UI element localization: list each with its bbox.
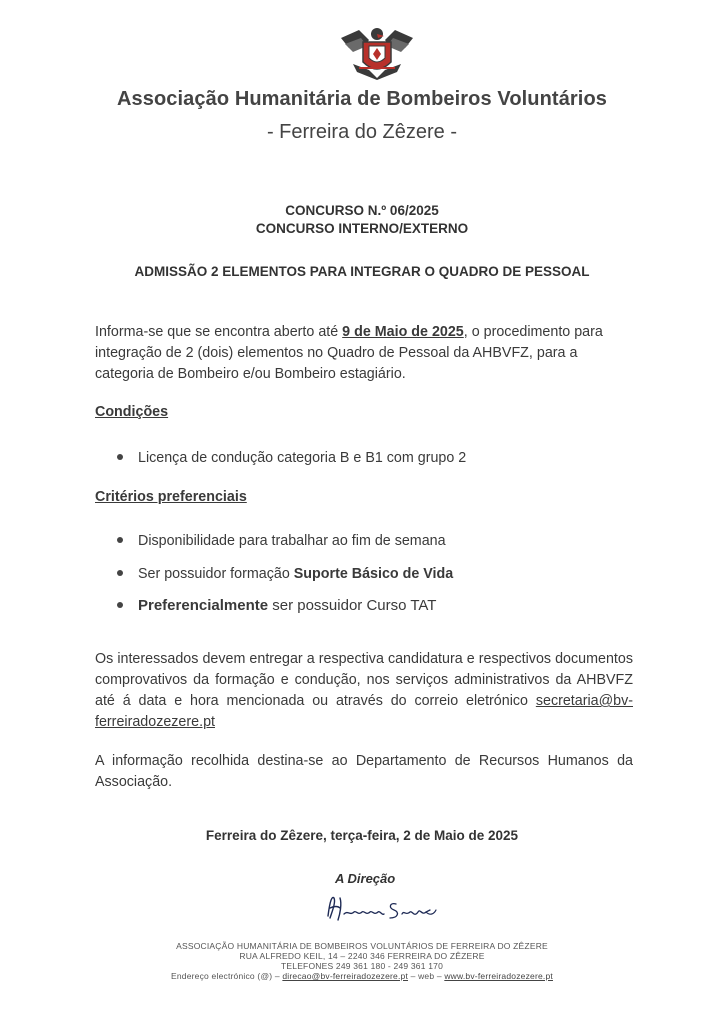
criterio-text-bold: Preferencialmente <box>138 597 269 614</box>
entrega-paragraph <box>95 649 633 733</box>
condicao-text: Licença de condução categoria B e B1 com grupo 2 <box>138 450 467 466</box>
footer-email-link[interactable]: direcao@bv-ferreiradozezere.pt <box>282 971 409 981</box>
organization-name: Associação Humanitária de Bombeiros Voluntários <box>116 88 607 110</box>
criterio-text-bold: Suporte Básico de Vida <box>293 566 454 582</box>
criterio-text: Disponibilidade para trabalhar ao fim de semana <box>138 533 446 549</box>
list-item <box>117 450 466 466</box>
footer-address: RUA ALFREDO KEIL, 14 – 2240 346 FERREIRA DO ZÊZERE <box>239 951 485 961</box>
intro-text-before: Informa-se que se encontra aberto até <box>95 324 343 340</box>
footer-web-link[interactable]: www.bv-ferreiradozezere.pt <box>444 971 553 981</box>
deadline-date: 9 de Maio de 2025 <box>342 324 464 340</box>
admissao-title: ADMISSÃO 2 ELEMENTOS PARA INTEGRAR O QUADRO DE PESSOAL <box>134 264 590 279</box>
concurso-number: CONCURSO N.º 06/2025 <box>285 203 439 218</box>
entrega-text: Os interessados devem entregar a respectiva candidatura e respectivos documentos comprovativos da formação e condução, nos serviços administrativos da AHBVFZ até á data e hora mencionada ou através do correio eletrónico <box>95 651 633 709</box>
footer-phones: TELEFONES 249 361 180 - 249 361 170 <box>281 961 443 971</box>
footer-email-prefix: Endereço electrónico (@) – <box>171 971 283 981</box>
list-item <box>117 566 453 582</box>
criterios-heading: Critérios preferenciais <box>95 489 247 505</box>
bullet-icon <box>117 602 123 608</box>
condicoes-heading: Condições <box>95 404 169 420</box>
concurso-type: CONCURSO INTERNO/EXTERNO <box>255 221 469 236</box>
signatory-label: A Direção <box>335 871 396 886</box>
bullet-icon <box>117 537 123 543</box>
intro-text-after: , o procedimento para integração de 2 (dois) elementos no Quadro de Pessoal da AHBVFZ, para a categoria de Bombeiro e/ou Bombeiro estagiário. <box>95 324 603 382</box>
footer-contacts <box>0 971 724 981</box>
footer-org-name: ASSOCIAÇÃO HUMANITÁRIA DE BOMBEIROS VOLUNTÁRIOS DE FERREIRA DO ZÊZERE <box>176 941 548 951</box>
organization-location: - Ferreira do Zêzere - <box>266 121 458 143</box>
info-paragraph: A informação recolhida destina-se ao Departamento de Recursos Humanos da Associação. <box>95 753 633 790</box>
list-item <box>117 533 446 549</box>
dateline: Ferreira do Zêzere, terça-feira, 2 de Maio de 2025 <box>205 828 519 843</box>
handwritten-signature <box>324 890 444 926</box>
bullet-icon <box>117 570 123 576</box>
criterio-text-prefix: Ser possuidor formação <box>138 566 294 582</box>
list-item <box>117 597 436 614</box>
secretaria-email-link[interactable]: secretaria@bv-ferreiradozezere.pt <box>95 693 633 730</box>
fire-brigade-emblem-icon <box>339 24 415 82</box>
footer-web-prefix: – web – <box>408 971 445 981</box>
intro-paragraph <box>95 322 633 385</box>
criterio-text-rest: ser possuidor Curso TAT <box>268 597 437 614</box>
bullet-icon <box>117 454 123 460</box>
